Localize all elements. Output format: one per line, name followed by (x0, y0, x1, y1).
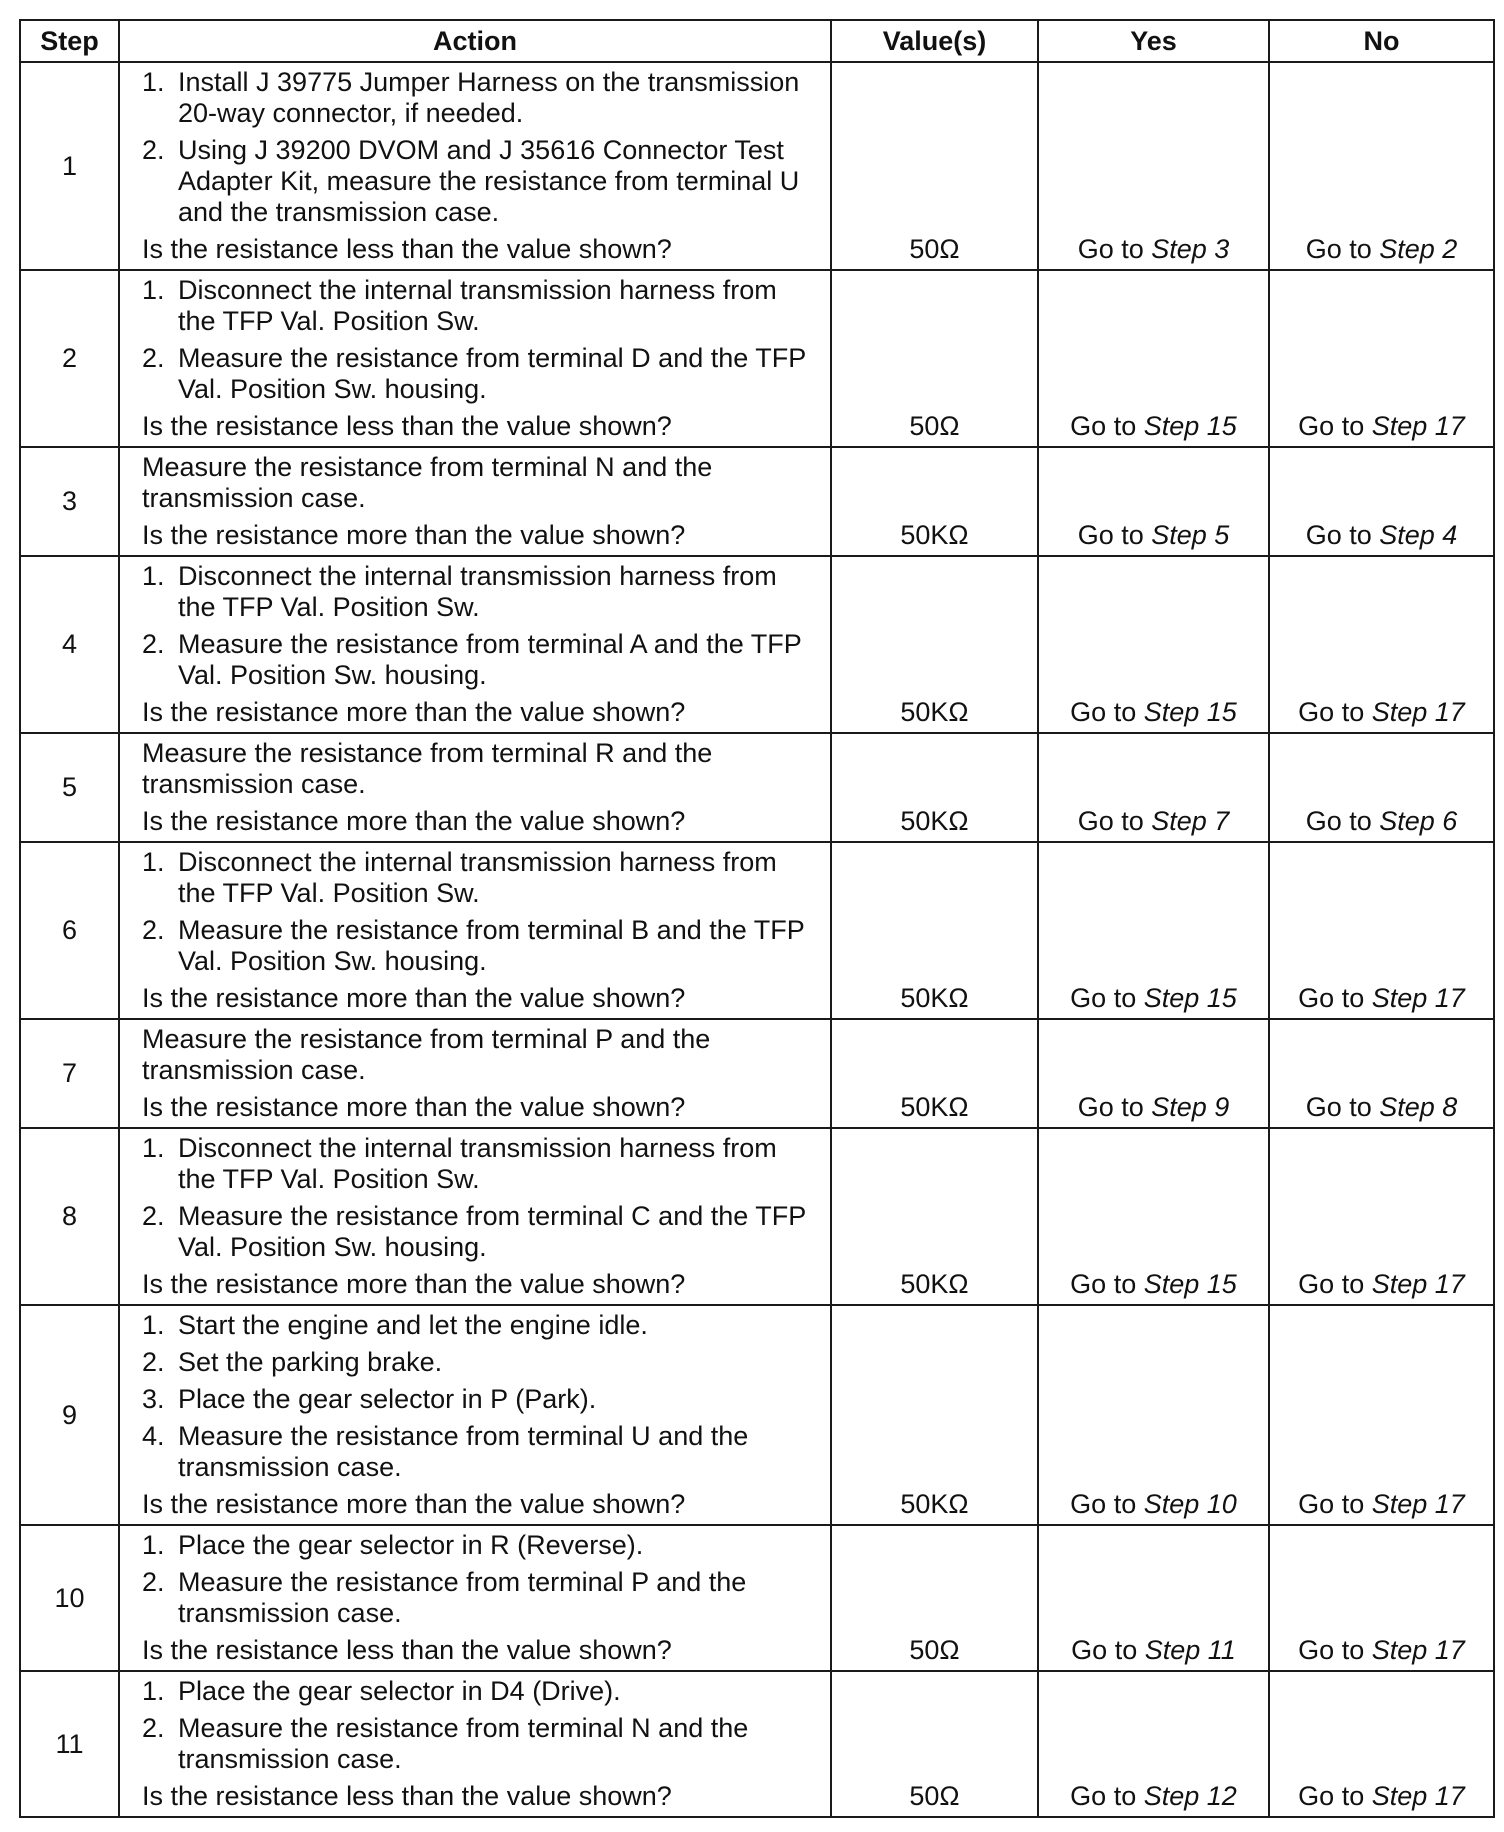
yes-prefix: Go to (1077, 1092, 1144, 1122)
header-row (20, 20, 1494, 62)
action-cell (119, 733, 831, 842)
item-number: 2. (142, 1201, 165, 1231)
action-question: Is the resistance more than the value shown? (142, 520, 686, 550)
item-number: 1. (142, 67, 165, 97)
item-text: Measure the resistance from terminal P and the transmission case. (178, 1567, 747, 1628)
no-cell (1269, 733, 1494, 842)
item-number: 1. (142, 1530, 165, 1560)
action-cell (119, 270, 831, 447)
action-question: Is the resistance more than the value shown? (142, 697, 686, 727)
item-number: 4. (142, 1421, 165, 1451)
header-yes: Yes (1038, 20, 1269, 62)
item-text: Measure the resistance from terminal C and the TFP Val. Position Sw. housing. (178, 1201, 806, 1262)
step-number: 10 (20, 1525, 119, 1671)
yes-prefix: Go to (1077, 806, 1144, 836)
yes-cell (1038, 1305, 1269, 1525)
item-text: Measure the resistance from terminal B and the TFP Val. Position Sw. housing. (178, 915, 805, 976)
no-cell (1269, 270, 1494, 447)
step-number: 6 (20, 842, 119, 1019)
action-step-item (142, 275, 820, 337)
table-body (20, 62, 1494, 1817)
action-question: Is the resistance more than the value shown? (142, 806, 686, 836)
yes-target: Step 5 (1151, 520, 1230, 550)
no-prefix: Go to (1298, 1489, 1365, 1519)
no-target: Step 6 (1379, 806, 1458, 836)
yes-prefix: Go to (1070, 411, 1137, 441)
step-number: 5 (20, 733, 119, 842)
header-values: Value(s) (831, 20, 1038, 62)
item-text: Measure the resistance from terminal D and the TFP Val. Position Sw. housing. (178, 343, 806, 404)
yes-prefix: Go to (1071, 1635, 1138, 1665)
value-cell: 50Ω (831, 1671, 1038, 1817)
no-prefix: Go to (1298, 1635, 1365, 1665)
item-text: Place the gear selector in D4 (Drive). (178, 1676, 621, 1706)
no-cell (1269, 447, 1494, 556)
action-paragraph: Measure the resistance from terminal P and the transmission case. (142, 1024, 711, 1085)
action-step-item (142, 1133, 820, 1195)
action-cell (119, 62, 831, 270)
value-cell: 50Ω (831, 270, 1038, 447)
no-target: Step 4 (1379, 520, 1458, 550)
no-target: Step 8 (1379, 1092, 1458, 1122)
action-cell (119, 1019, 831, 1128)
no-prefix: Go to (1305, 806, 1372, 836)
table-row (20, 62, 1494, 270)
action-steps-list (142, 275, 820, 405)
action-question: Is the resistance more than the value shown? (142, 1489, 686, 1519)
action-step-item (142, 67, 820, 129)
action-step-item (142, 1310, 820, 1341)
yes-prefix: Go to (1077, 520, 1144, 550)
header-action: Action (119, 20, 831, 62)
table-row (20, 733, 1494, 842)
action-question: Is the resistance less than the value shown? (142, 1635, 672, 1665)
step-number: 7 (20, 1019, 119, 1128)
yes-prefix: Go to (1070, 1269, 1137, 1299)
no-target: Step 17 (1371, 983, 1465, 1013)
item-number: 2. (142, 1567, 165, 1597)
item-number: 2. (142, 915, 165, 945)
yes-target: Step 15 (1143, 983, 1237, 1013)
value-cell: 50Ω (831, 62, 1038, 270)
yes-target: Step 15 (1143, 1269, 1237, 1299)
step-number: 4 (20, 556, 119, 733)
yes-cell (1038, 270, 1269, 447)
action-step-item (142, 1347, 820, 1378)
yes-target: Step 3 (1151, 234, 1230, 264)
item-number: 1. (142, 1133, 165, 1163)
no-target: Step 17 (1371, 1635, 1465, 1665)
action-cell (119, 447, 831, 556)
value-cell: 50KΩ (831, 556, 1038, 733)
yes-cell (1038, 1128, 1269, 1305)
value-cell: 50KΩ (831, 447, 1038, 556)
action-paragraph: Measure the resistance from terminal N and the transmission case. (142, 452, 713, 513)
action-step-item (142, 1676, 820, 1707)
value-cell: 50KΩ (831, 733, 1038, 842)
item-number: 2. (142, 343, 165, 373)
yes-target: Step 7 (1151, 806, 1230, 836)
table-row (20, 1305, 1494, 1525)
no-target: Step 17 (1371, 1269, 1465, 1299)
no-prefix: Go to (1298, 1781, 1365, 1811)
item-text: Place the gear selector in R (Reverse). (178, 1530, 644, 1560)
table-row (20, 1128, 1494, 1305)
item-number: 2. (142, 1347, 165, 1377)
action-steps-list (142, 67, 820, 228)
value-cell: 50KΩ (831, 1305, 1038, 1525)
no-cell (1269, 1128, 1494, 1305)
yes-cell (1038, 842, 1269, 1019)
step-number: 9 (20, 1305, 119, 1525)
yes-prefix: Go to (1077, 234, 1144, 264)
action-step-item (142, 1201, 820, 1263)
action-cell (119, 1305, 831, 1525)
action-step-item (142, 629, 820, 691)
no-cell (1269, 556, 1494, 733)
action-step-item (142, 1530, 820, 1561)
no-cell (1269, 1019, 1494, 1128)
table-row (20, 270, 1494, 447)
item-number: 1. (142, 1310, 165, 1340)
action-paragraph: Measure the resistance from terminal R and the transmission case. (142, 738, 713, 799)
table-row (20, 842, 1494, 1019)
action-step-item (142, 343, 820, 405)
action-question: Is the resistance less than the value shown? (142, 1781, 672, 1811)
action-steps-list (142, 1530, 820, 1629)
no-prefix: Go to (1298, 983, 1365, 1013)
header-step: Step (20, 20, 119, 62)
item-text: Measure the resistance from terminal N and the transmission case. (178, 1713, 749, 1774)
item-text: Disconnect the internal transmission harness from the TFP Val. Position Sw. (178, 1133, 777, 1194)
item-text: Start the engine and let the engine idle. (178, 1310, 648, 1340)
value-cell: 50Ω (831, 1525, 1038, 1671)
step-number: 8 (20, 1128, 119, 1305)
action-cell (119, 1525, 831, 1671)
action-step-item (142, 135, 820, 228)
yes-target: Step 11 (1144, 1635, 1236, 1665)
item-text: Disconnect the internal transmission harness from the TFP Val. Position Sw. (178, 561, 777, 622)
item-number: 2. (142, 135, 165, 165)
step-number: 1 (20, 62, 119, 270)
no-prefix: Go to (1305, 234, 1372, 264)
yes-cell (1038, 1525, 1269, 1671)
action-step-item (142, 1713, 820, 1775)
yes-prefix: Go to (1070, 697, 1137, 727)
no-target: Step 17 (1371, 697, 1465, 727)
no-cell (1269, 1305, 1494, 1525)
yes-cell (1038, 1671, 1269, 1817)
no-target: Step 2 (1379, 234, 1458, 264)
no-target: Step 17 (1371, 1489, 1465, 1519)
action-question: Is the resistance more than the value shown? (142, 983, 686, 1013)
yes-target: Step 12 (1143, 1781, 1237, 1811)
table-row (20, 1671, 1494, 1817)
item-number: 1. (142, 847, 165, 877)
action-cell (119, 1128, 831, 1305)
item-text: Disconnect the internal transmission harness from the TFP Val. Position Sw. (178, 847, 777, 908)
yes-prefix: Go to (1070, 1781, 1137, 1811)
item-text: Measure the resistance from terminal A and the TFP Val. Position Sw. housing. (178, 629, 802, 690)
yes-target: Step 9 (1151, 1092, 1230, 1122)
item-text: Set the parking brake. (178, 1347, 443, 1377)
value-cell: 50KΩ (831, 1019, 1038, 1128)
item-text: Measure the resistance from terminal U and the transmission case. (178, 1421, 749, 1482)
action-step-item (142, 1567, 820, 1629)
yes-target: Step 15 (1143, 697, 1237, 727)
no-cell (1269, 1671, 1494, 1817)
step-number: 3 (20, 447, 119, 556)
table-row (20, 1019, 1494, 1128)
action-cell (119, 556, 831, 733)
item-text: Disconnect the internal transmission harness from the TFP Val. Position Sw. (178, 275, 777, 336)
item-number: 2. (142, 629, 165, 659)
yes-target: Step 10 (1143, 1489, 1237, 1519)
yes-cell (1038, 62, 1269, 270)
action-step-item (142, 915, 820, 977)
action-steps-list (142, 1676, 820, 1775)
item-number: 1. (142, 1676, 165, 1706)
step-number: 2 (20, 270, 119, 447)
yes-prefix: Go to (1070, 1489, 1137, 1519)
no-target: Step 17 (1371, 411, 1465, 441)
item-number: 1. (142, 561, 165, 591)
no-cell (1269, 62, 1494, 270)
no-prefix: Go to (1305, 520, 1372, 550)
yes-cell (1038, 447, 1269, 556)
table-row (20, 1525, 1494, 1671)
diagnostic-table (19, 19, 1495, 1818)
action-step-item (142, 1384, 820, 1415)
action-steps-list (142, 1133, 820, 1263)
item-text: Using J 39200 DVOM and J 35616 Connector Test Adapter Kit, measure the resistance from terminal U and the transmission case. (178, 135, 800, 227)
yes-prefix: Go to (1070, 983, 1137, 1013)
action-steps-list (142, 561, 820, 691)
no-prefix: Go to (1298, 411, 1365, 441)
table-row (20, 447, 1494, 556)
value-cell: 50KΩ (831, 1128, 1038, 1305)
no-cell (1269, 842, 1494, 1019)
no-prefix: Go to (1298, 1269, 1365, 1299)
action-step-item (142, 1421, 820, 1483)
yes-target: Step 15 (1143, 411, 1237, 441)
no-target: Step 17 (1371, 1781, 1465, 1811)
value-cell: 50KΩ (831, 842, 1038, 1019)
no-prefix: Go to (1298, 697, 1365, 727)
item-text: Install J 39775 Jumper Harness on the transmission 20-way connector, if needed. (178, 67, 800, 128)
step-number: 11 (20, 1671, 119, 1817)
item-number: 3. (142, 1384, 165, 1414)
action-step-item (142, 847, 820, 909)
no-cell (1269, 1525, 1494, 1671)
table-row (20, 556, 1494, 733)
action-step-item (142, 561, 820, 623)
action-question: Is the resistance more than the value shown? (142, 1092, 686, 1122)
action-cell (119, 842, 831, 1019)
action-cell (119, 1671, 831, 1817)
yes-cell (1038, 556, 1269, 733)
action-question: Is the resistance more than the value shown? (142, 1269, 686, 1299)
no-prefix: Go to (1305, 1092, 1372, 1122)
item-number: 1. (142, 275, 165, 305)
yes-cell (1038, 1019, 1269, 1128)
header-no: No (1269, 20, 1494, 62)
action-question: Is the resistance less than the value shown? (142, 234, 672, 264)
action-steps-list (142, 1310, 820, 1483)
action-steps-list (142, 847, 820, 977)
yes-cell (1038, 733, 1269, 842)
diagnostic-table-page (19, 19, 1493, 1818)
item-number: 2. (142, 1713, 165, 1743)
action-question: Is the resistance less than the value shown? (142, 411, 672, 441)
item-text: Place the gear selector in P (Park). (178, 1384, 597, 1414)
